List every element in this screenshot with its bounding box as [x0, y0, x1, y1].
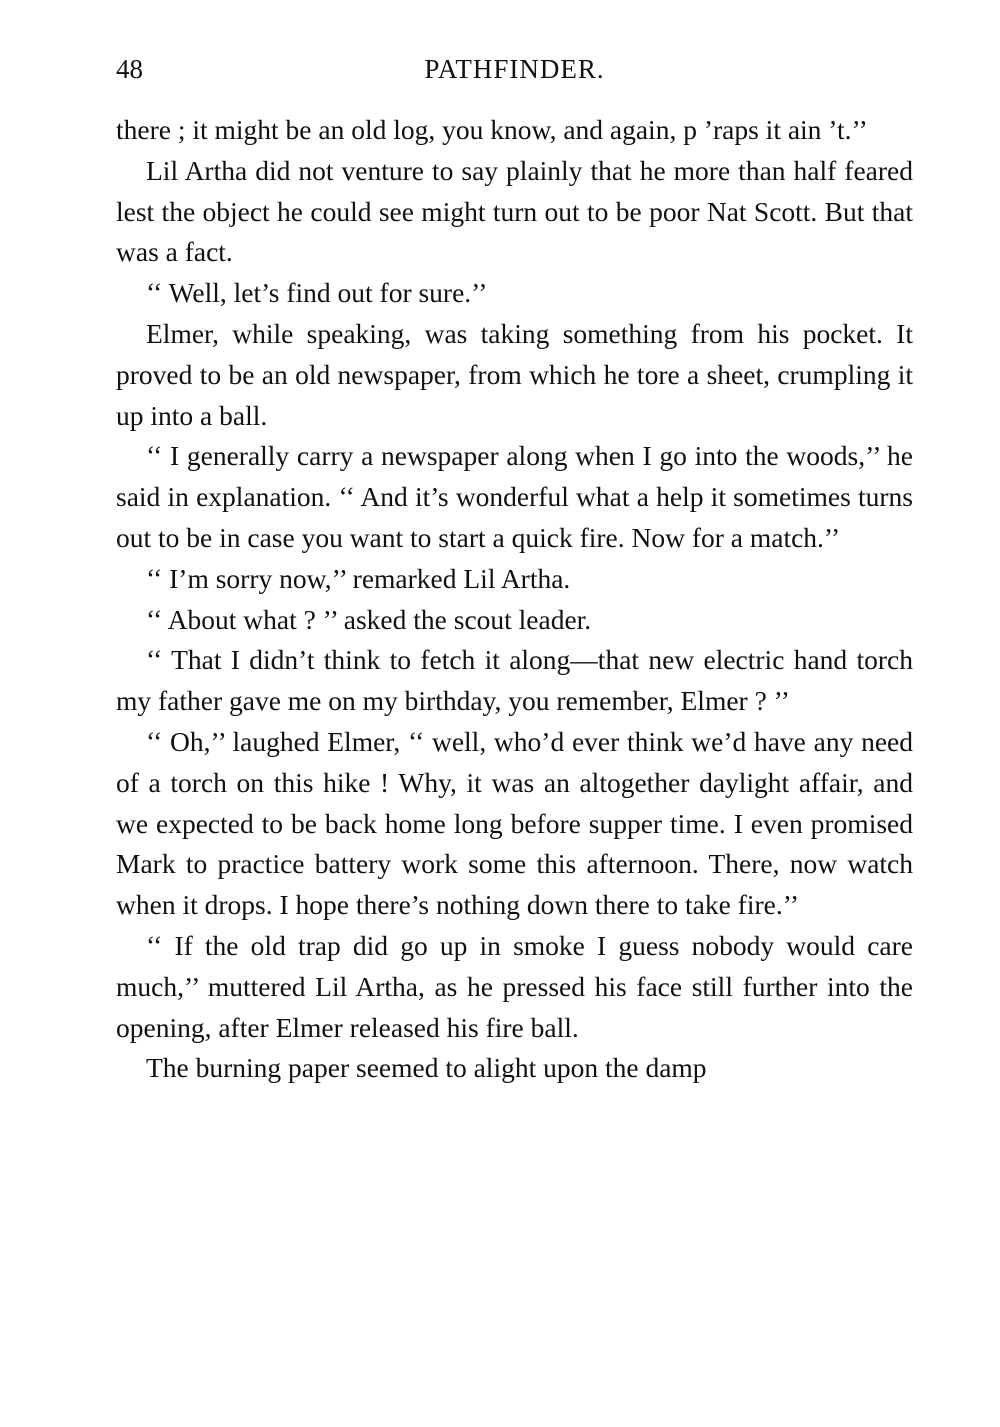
paragraph: ‘‘ About what ? ’’ asked the scout leader. [146, 603, 592, 635]
paragraph: ‘‘ Oh,’’ laughed Elmer, ‘‘ well, who’d ever think we’d have any need of a torch on this hike ! Why, it was an altogether daylight affair, and we expected to be back home long before supper time. I even promised Mark to practice battery work some this afternoon. There, now watch when it drops. I hope there’s nothing down there to take fire.’’ [116, 725, 913, 921]
body-text [116, 110, 913, 1089]
page-number: 48 [116, 54, 143, 84]
paragraph: ‘‘ I generally carry a newspaper along when I go into the woods,’’ he said in explanation. ‘‘ And it’s wonderful what a help it sometimes turns out to be in case you want to start a quick fire. Now for a match.’’ [116, 440, 913, 553]
paragraph: ‘‘ If the old trap did go up in smoke I guess nobody would care much,’’ muttered Lil Artha, as he pressed his face still further into the opening, after Elmer released his fire ball. [116, 929, 913, 1043]
paragraph: ‘‘ I’m sorry now,’’ remarked Lil Artha. [146, 562, 571, 594]
paragraph: ‘‘ That I didn’t think to fetch it along—that new electric hand torch my father gave me on my birthday, you remember, Elmer ? ’’ [116, 644, 913, 717]
paragraph: there ; it might be an old log, you know, and again, p ’raps it ain ’t.’’ [116, 114, 868, 145]
paragraph: Lil Artha did not venture to say plainly that he more than half feared lest the object he could see might turn out to be poor Nat Scott. But that was a fact. [116, 154, 913, 268]
paragraph: Elmer, while speaking, was taking something from his pocket. It proved to be an old newspaper, from which he tore a sheet, crumpling it up into a ball. [116, 317, 913, 431]
paragraph: ‘‘ Well, let’s find out for sure.’’ [146, 277, 488, 309]
paragraph: The burning paper seemed to alight upon the damp [146, 1052, 707, 1084]
running-head: PATHFINDER. [424, 54, 605, 84]
page-header [116, 52, 913, 86]
